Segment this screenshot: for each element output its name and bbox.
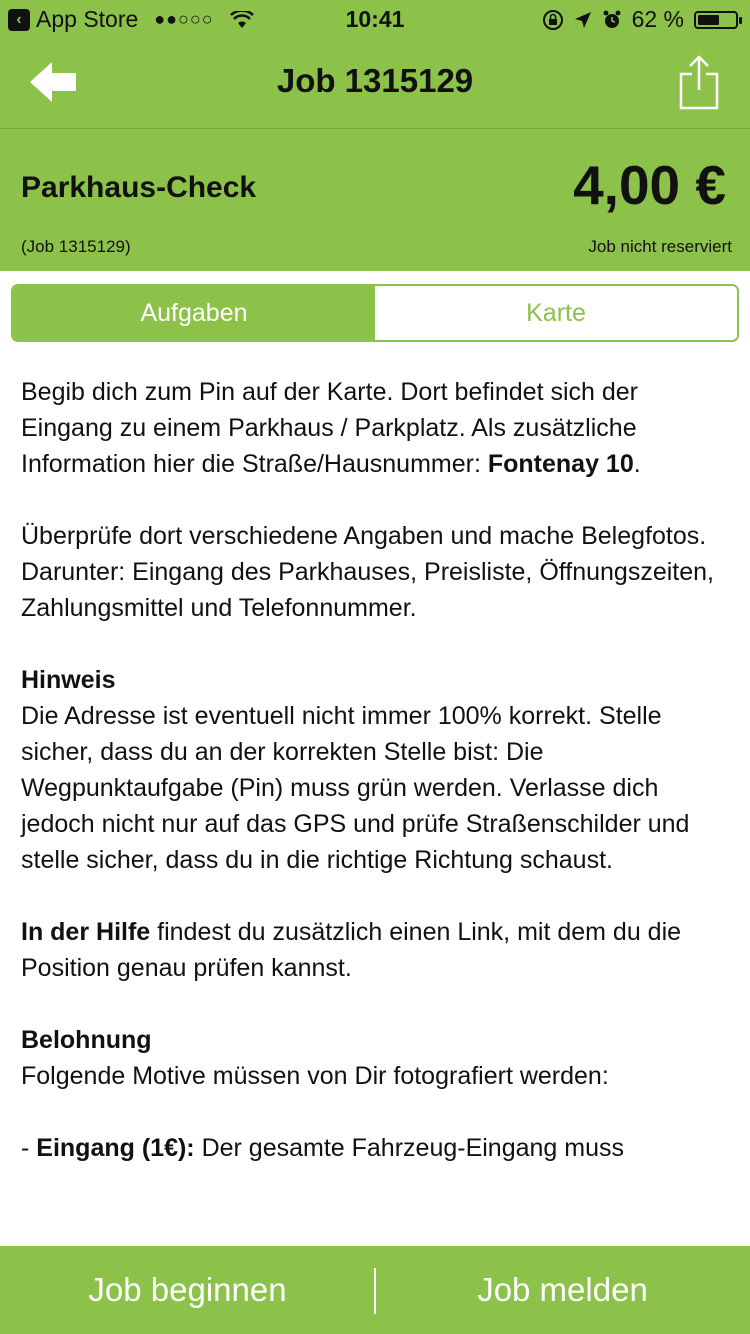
share-icon[interactable] bbox=[678, 54, 720, 110]
item-prefix: - bbox=[21, 1134, 37, 1162]
job-header bbox=[0, 128, 750, 271]
rotation-lock-icon bbox=[542, 9, 564, 31]
reward-text: Folgende Motive müssen von Dir fotografiert werden: bbox=[21, 1062, 609, 1090]
reward-title: Belohnung bbox=[21, 1026, 152, 1054]
reward-section bbox=[21, 1022, 733, 1094]
intro-end: . bbox=[633, 450, 641, 478]
check-paragraph: Überprüfe dort verschiedene Angaben und mache Belegfotos. Darunter: Eingang des Parkhauses, Preisliste, Öffnungszeiten, Zahlungsmittel und Telefonnummer. bbox=[21, 522, 714, 622]
help-paragraph bbox=[21, 914, 733, 986]
item-title: Eingang (1€): bbox=[36, 1134, 195, 1162]
hint-text: Die Adresse ist eventuell nicht immer 100% korrekt. Stelle sicher, dass du an der korrekten Stelle bist: Die Wegpunktaufgabe (Pin) muss grün werden. Verlasse dich jedoch nicht nur auf das GPS und prüfe Straßenschilder und stelle sicher, dass du in die richtige Richtung schaust. bbox=[21, 702, 690, 874]
status-bar bbox=[0, 0, 750, 40]
job-name: Parkhaus-Check bbox=[21, 171, 257, 204]
status-time: 10:41 bbox=[345, 6, 405, 32]
back-to-app-icon[interactable]: ‹ bbox=[8, 9, 30, 31]
job-id: (Job 1315129) bbox=[21, 237, 131, 256]
tab-karte[interactable]: Karte bbox=[375, 286, 737, 340]
reward-item bbox=[21, 1130, 733, 1166]
battery-icon bbox=[694, 11, 738, 29]
location-icon bbox=[574, 11, 592, 29]
start-job-button[interactable]: Job beginnen bbox=[88, 1271, 287, 1308]
intro-text: Begib dich zum Pin auf der Karte. Dort befindet sich der Eingang zu einem Parkhaus / Parkplatz. Als zusätzliche Information hier die Straße/Hausnummer: bbox=[21, 378, 638, 478]
tab-aufgaben[interactable]: Aufgaben bbox=[13, 286, 375, 340]
hint-section bbox=[21, 662, 733, 878]
help-text: findest du zusätzlich einen Link, mit dem du die Position genau prüfen kannst. bbox=[21, 918, 682, 982]
divider bbox=[374, 1268, 376, 1314]
address: Fontenay 10 bbox=[487, 450, 634, 478]
signal-icon: ●●○○○ bbox=[154, 9, 214, 29]
item-text: Der gesamte Fahrzeug-Eingang muss bbox=[194, 1134, 624, 1162]
nav-title: Job 1315129 bbox=[276, 62, 474, 99]
hint-title: Hinweis bbox=[21, 666, 116, 694]
top-bar bbox=[0, 0, 750, 128]
segmented-control bbox=[11, 284, 739, 342]
back-app-label[interactable]: App Store bbox=[36, 6, 139, 32]
help-link[interactable]: In der Hilfe bbox=[21, 918, 151, 946]
alarm-icon bbox=[602, 10, 622, 30]
report-job-button[interactable]: Job melden bbox=[477, 1271, 648, 1308]
job-price: 4,00 € bbox=[573, 154, 726, 216]
intro-paragraph bbox=[21, 374, 733, 482]
battery-percent: 62 % bbox=[631, 6, 684, 32]
status-right bbox=[542, 6, 738, 33]
task-description bbox=[21, 374, 733, 1202]
reservation-status: Job nicht reserviert bbox=[588, 237, 732, 256]
bottom-action-bar bbox=[0, 1246, 750, 1334]
